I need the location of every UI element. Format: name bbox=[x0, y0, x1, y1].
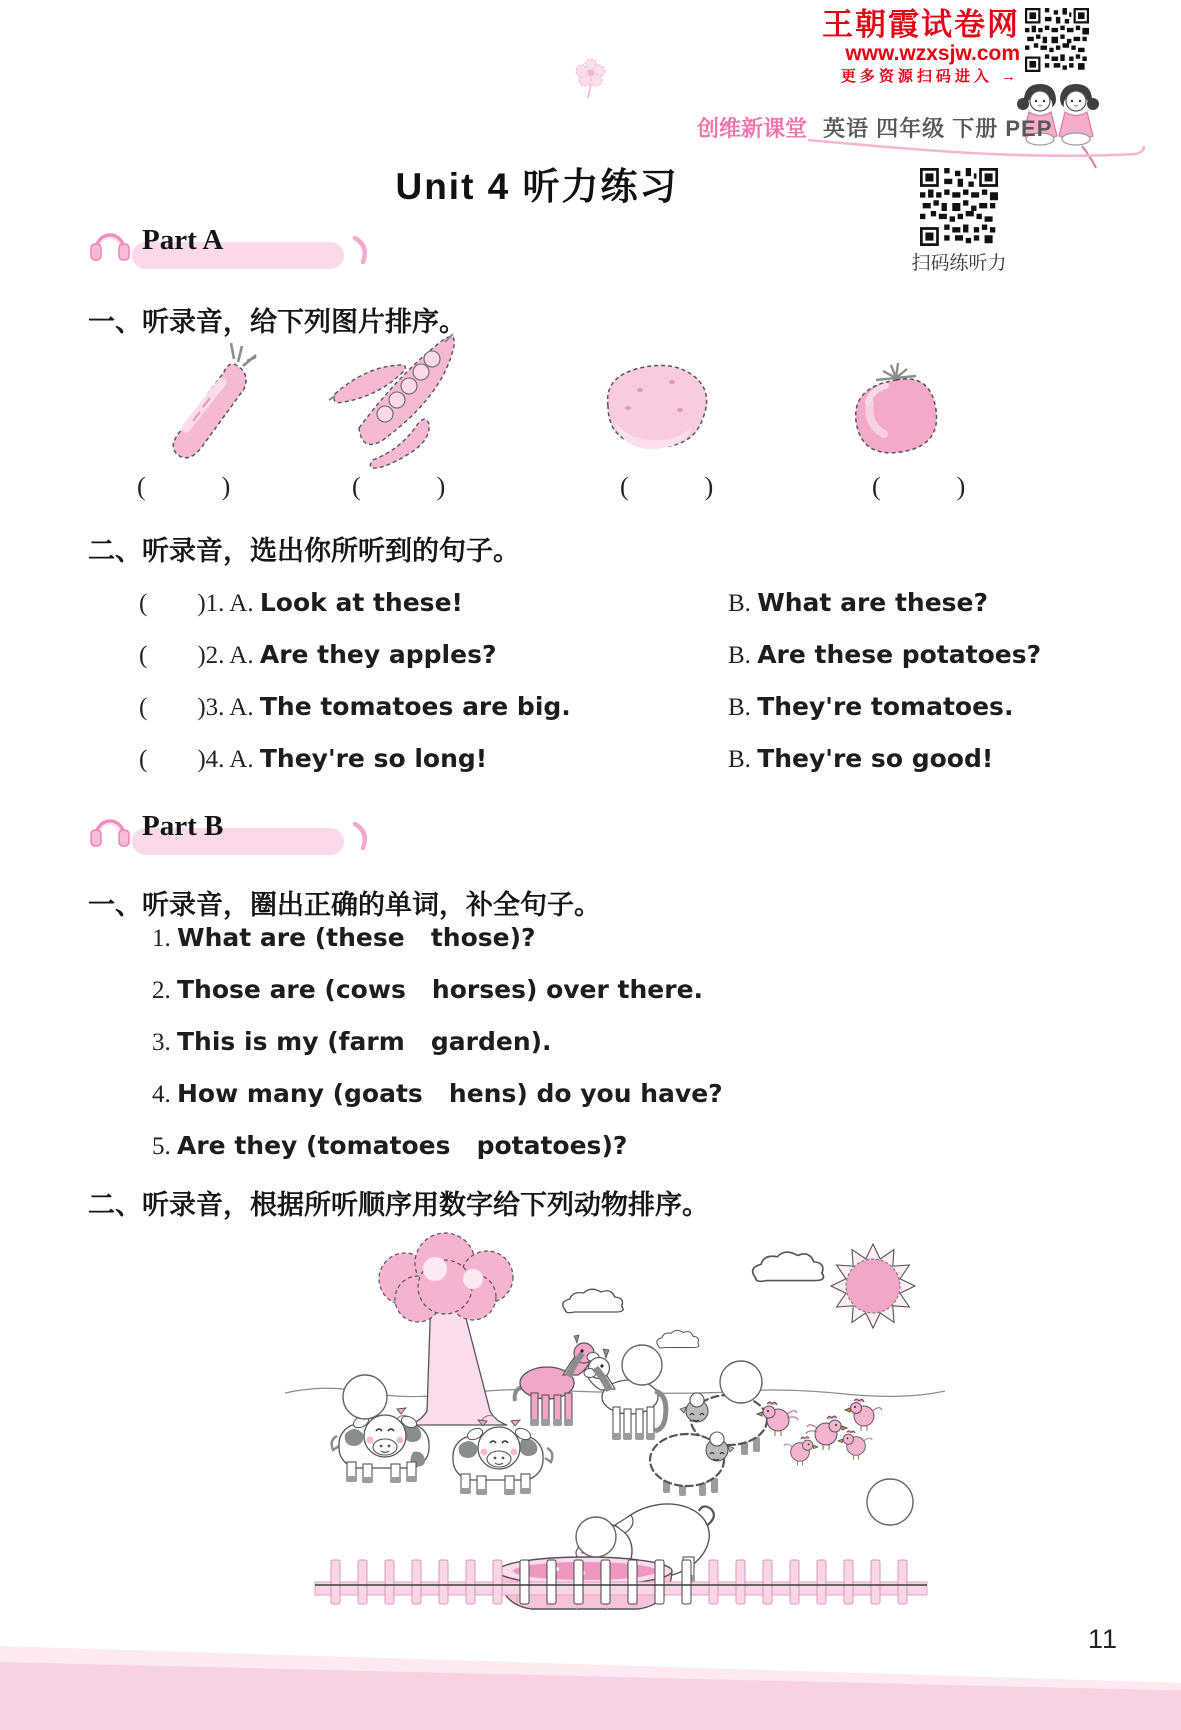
option-a-text: They're so long! bbox=[259, 744, 488, 773]
part-b-header bbox=[88, 800, 392, 860]
banner-tail-icon bbox=[352, 236, 370, 264]
circle-word-item[interactable]: 4. How many (goats hens) do you have? bbox=[152, 1079, 723, 1108]
sun bbox=[831, 1244, 915, 1328]
pea-pods-image bbox=[325, 330, 475, 472]
answer-blank[interactable]: ( ) bbox=[139, 590, 206, 617]
page-number: 11 bbox=[1088, 1624, 1119, 1654]
option-b-text: They're so good! bbox=[757, 744, 994, 773]
part-a-header bbox=[88, 214, 392, 274]
option-b: B. Are these potatoes? bbox=[728, 640, 1042, 669]
part-a-section2-heading: 二、听录音，选出你所听到的句子。 bbox=[88, 536, 520, 566]
circle-word-item[interactable]: 2. Those are (cows horses) over there. bbox=[152, 975, 704, 1004]
sheep bbox=[650, 1432, 734, 1496]
answer-blank[interactable]: ( ) bbox=[137, 472, 232, 501]
question-row: ( )2. A. Are they apples? bbox=[139, 640, 497, 669]
part-a-section1-heading: 一、听录音，给下列图片排序。 bbox=[88, 307, 466, 337]
headphones-icon bbox=[88, 800, 132, 852]
answer-blank[interactable]: ( ) bbox=[139, 642, 206, 669]
answer-circle[interactable] bbox=[867, 1479, 913, 1525]
qr-caption: 扫码练听力 bbox=[911, 253, 1007, 274]
option-b-text: What are these? bbox=[757, 588, 988, 617]
option-b-text: They're tomatoes. bbox=[757, 692, 1014, 721]
answer-circle[interactable] bbox=[720, 1361, 762, 1403]
answer-blank[interactable]: ( ) bbox=[139, 694, 206, 721]
qr-code-top bbox=[1025, 8, 1089, 72]
circle-word-item[interactable]: 3. This is my (farm garden). bbox=[152, 1027, 552, 1056]
option-b: B. They're so good! bbox=[728, 744, 994, 773]
banner-tail-icon bbox=[352, 822, 370, 850]
question-row: ( )3. A. The tomatoes are big. bbox=[139, 692, 571, 721]
part-b-label: Part B bbox=[142, 810, 224, 842]
answer-circle[interactable] bbox=[343, 1375, 387, 1419]
tomato-image bbox=[852, 342, 942, 464]
option-a-text: The tomatoes are big. bbox=[259, 692, 571, 721]
part-b-section2-heading: 二、听录音，根据所听顺序用数字给下列动物排序。 bbox=[88, 1190, 709, 1220]
part-a-label: Part A bbox=[142, 224, 224, 256]
headphones-icon bbox=[88, 214, 132, 266]
answer-circle[interactable] bbox=[576, 1517, 616, 1557]
page-title: Unit 4 听力练习 bbox=[395, 166, 679, 207]
course-badge: 创维新课堂 bbox=[697, 116, 808, 141]
potato-image bbox=[588, 350, 718, 464]
answer-blank[interactable]: ( ) bbox=[139, 746, 206, 773]
flower-decoration-icon bbox=[572, 58, 610, 102]
hens bbox=[757, 1399, 882, 1466]
carrot-image bbox=[148, 338, 263, 470]
circle-word-item[interactable]: 1. What are (these those)? bbox=[152, 923, 536, 952]
qr-code-listening bbox=[920, 168, 998, 246]
option-b-text: Are these potatoes? bbox=[757, 640, 1042, 669]
answer-blank[interactable]: ( ) bbox=[620, 472, 715, 501]
question-row: ( )4. A. They're so long! bbox=[139, 744, 488, 773]
answer-circle[interactable] bbox=[622, 1345, 662, 1385]
brand-title: 王朝霞试卷网 bbox=[822, 7, 1020, 42]
option-b: B. What are these? bbox=[728, 588, 988, 617]
farm-illustration bbox=[285, 1225, 945, 1625]
brand-url: www.wzxsjw.com bbox=[845, 42, 1020, 65]
part-b-section1-heading: 一、听录音，圈出正确的单词，补全句子。 bbox=[88, 890, 601, 920]
option-a-text: Are they apples? bbox=[259, 640, 497, 669]
cow bbox=[332, 1408, 429, 1483]
horse-pink bbox=[515, 1335, 599, 1426]
brand-more-text: 更多资源扫码进入 → bbox=[840, 68, 1020, 85]
option-b: B. They're tomatoes. bbox=[728, 692, 1014, 721]
brand-block bbox=[770, 8, 1020, 88]
question-row: ( )1. A. Look at these! bbox=[139, 588, 463, 617]
clouds bbox=[563, 1252, 824, 1348]
answer-blank[interactable]: ( ) bbox=[872, 472, 967, 501]
option-a-text: Look at these! bbox=[259, 588, 463, 617]
course-info: 英语 四年级 下册 PEP bbox=[823, 116, 1053, 141]
circle-word-item[interactable]: 5. Are they (tomatoes potatoes)? bbox=[152, 1131, 628, 1160]
answer-blank[interactable]: ( ) bbox=[352, 472, 447, 501]
cow bbox=[453, 1420, 552, 1495]
